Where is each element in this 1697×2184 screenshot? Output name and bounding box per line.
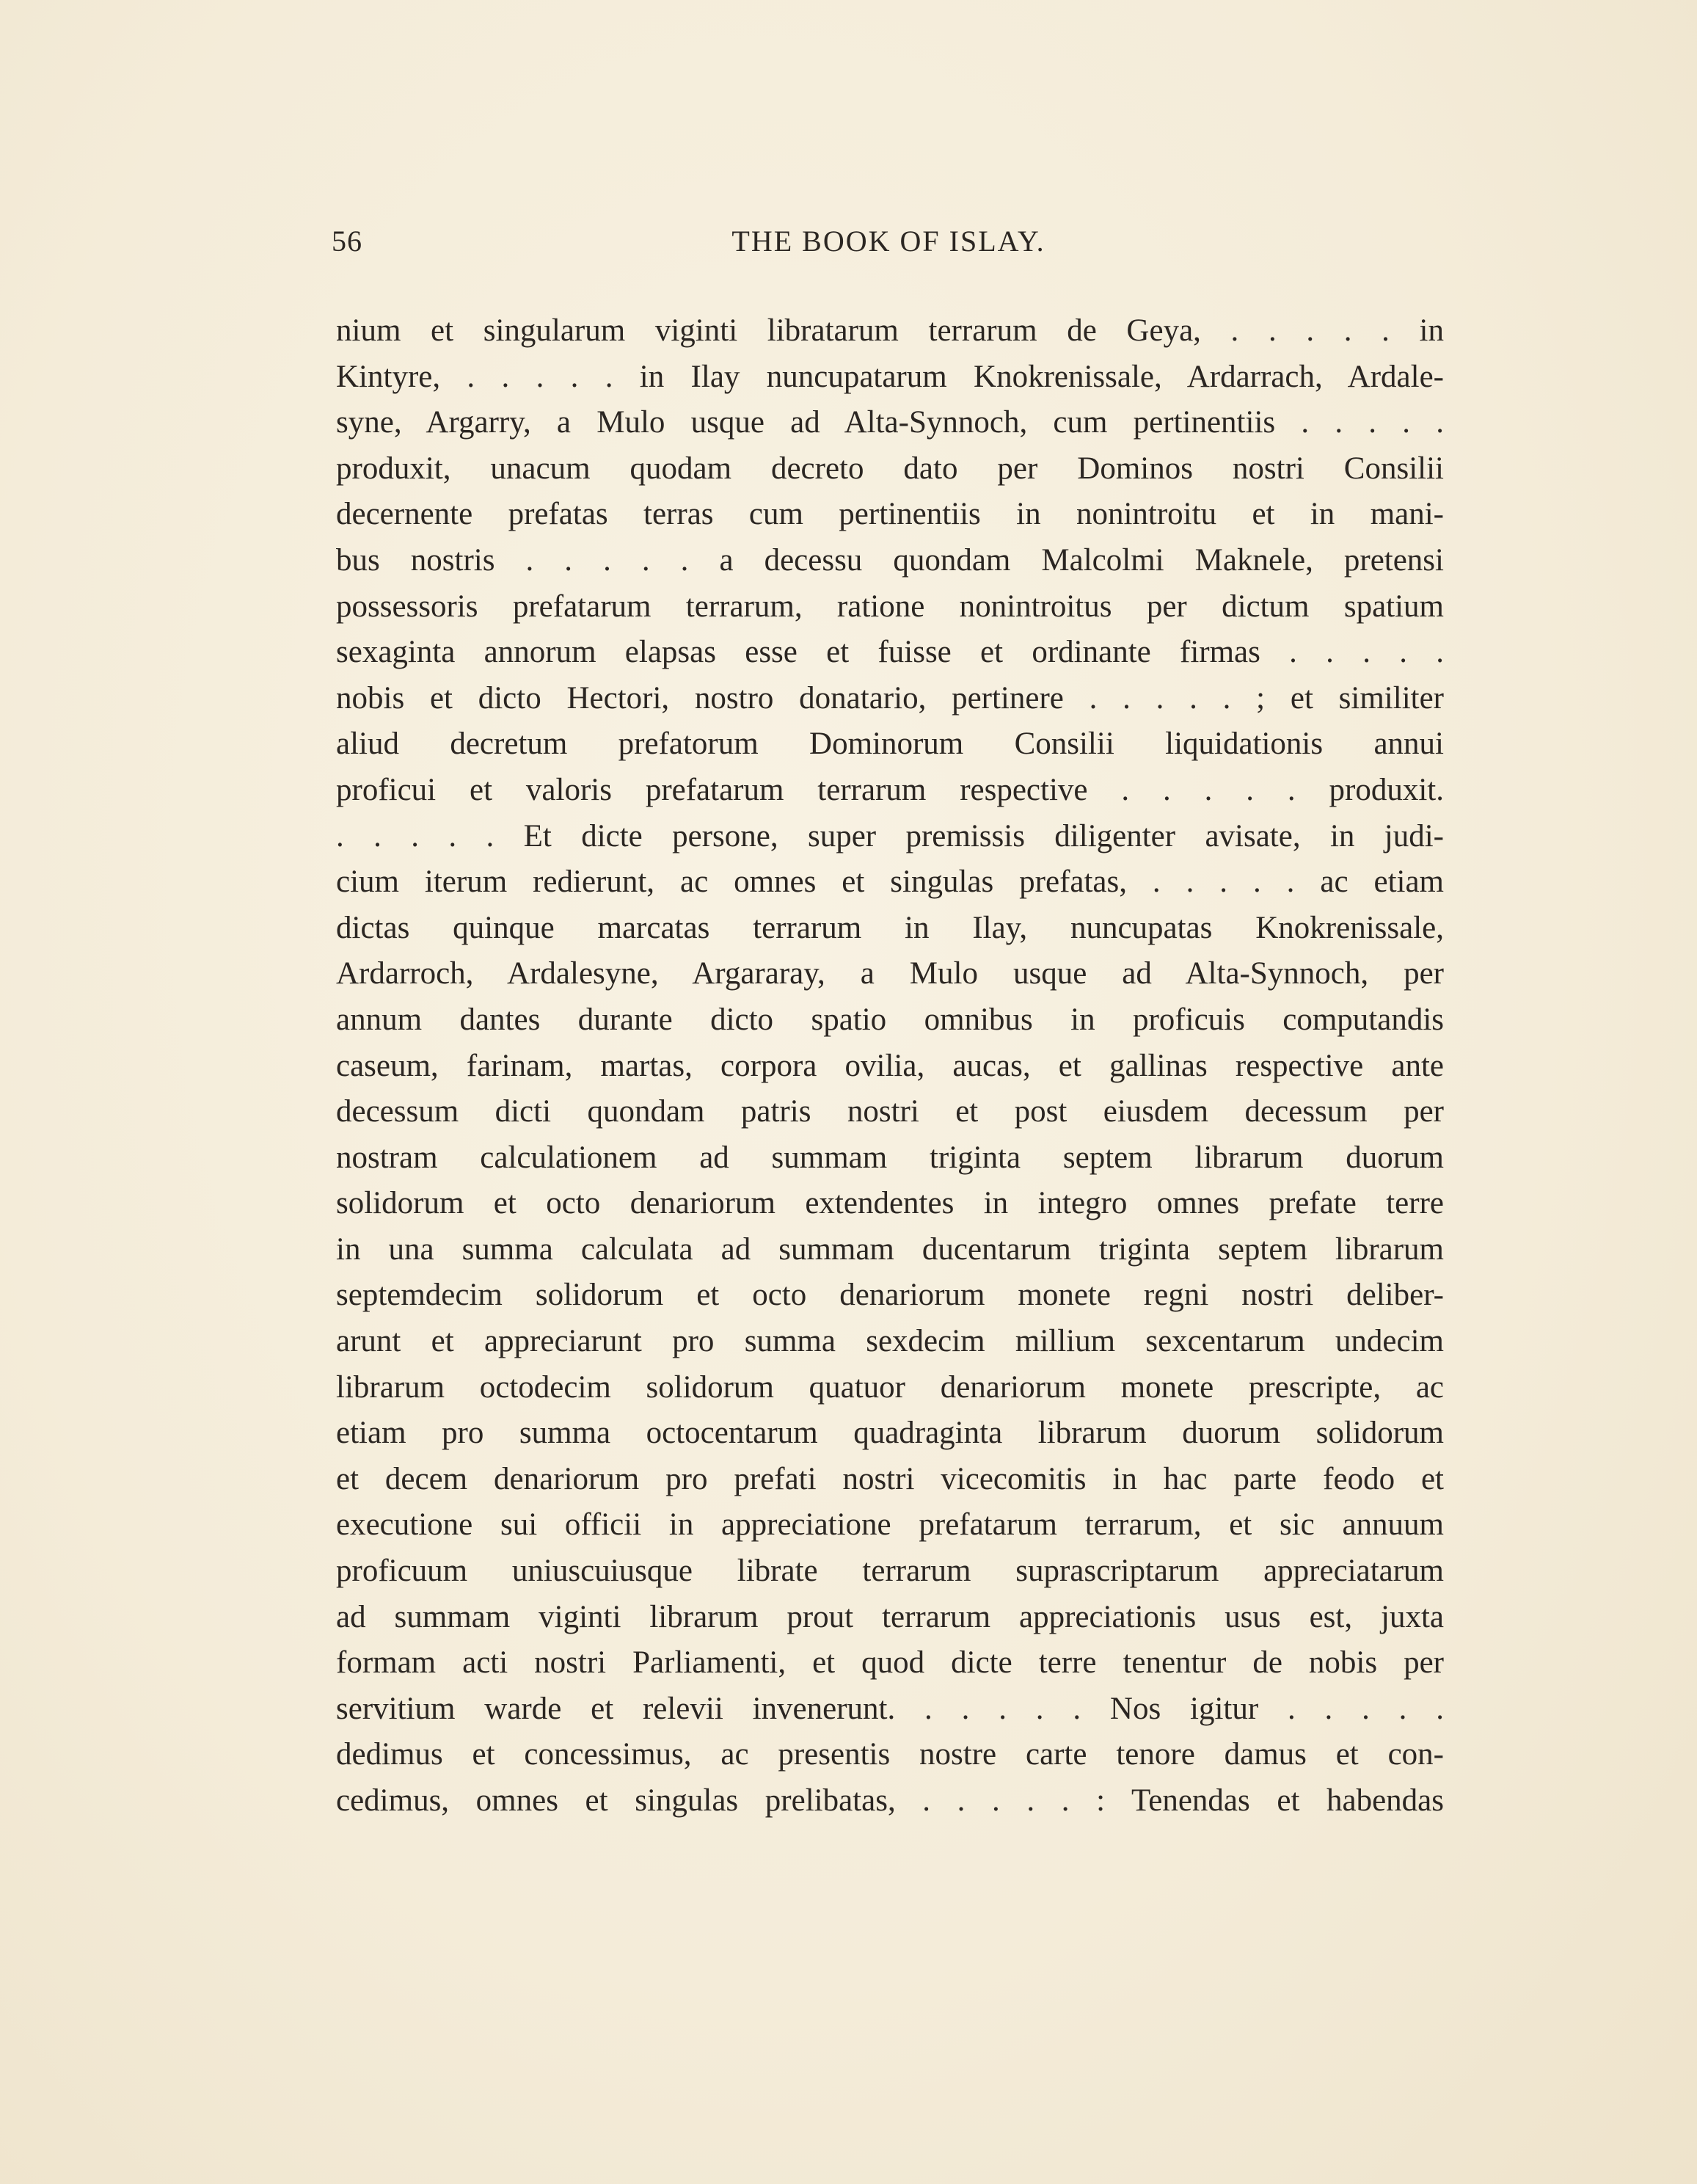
text-line: produxit, unacum quodam decreto dato per Dominos nostri Consilii [336, 451, 1444, 486]
text-line: syne, Argarry, a Mulo usque ad Alta-Synnoch, cum pertinentiis . . . . . [336, 405, 1444, 440]
text-line: Ardarroch, Ardalesyne, Argararay, a Mulo usque ad Alta-Synnoch, per [336, 956, 1444, 991]
text-line: nobis et dicto Hectori, nostro donatario, pertinere . . . . . ; et similiter [336, 680, 1444, 716]
running-head [332, 224, 1445, 268]
text-line: nium et singularum viginti libratarum terrarum de Geya, . . . . . in [336, 313, 1444, 348]
running-title: THE BOOK OF ISLAY. [731, 225, 1045, 258]
text-line: librarum octodecim solidorum quatuor denariorum monete prescripte, ac [336, 1369, 1444, 1405]
text-line: ad summam viginti librarum prout terrarum appreciationis usus est, juxta [336, 1599, 1444, 1634]
text-line: Kintyre, . . . . . in Ilay nuncupatarum Knokrenissale, Ardarrach, Ardale- [336, 359, 1444, 394]
text-line: annum dantes durante dicto spatio omnibus in proficuis computandis [336, 1002, 1444, 1037]
text-line: formam acti nostri Parliamenti, et quod dicte terre tenentur de nobis per [336, 1645, 1444, 1681]
text-line: sexaginta annorum elapsas esse et fuisse et ordinante firmas . . . . . [336, 635, 1444, 670]
text-line: et decem denariorum pro prefati nostri vicecomitis in hac parte feodo et [336, 1461, 1444, 1496]
text-line: etiam pro summa octocentarum quadraginta librarum duorum solidorum [336, 1416, 1444, 1451]
text-line: decessum dicti quondam patris nostri et post eiusdem decessum per [336, 1094, 1444, 1129]
text-line: dedimus et concessimus, ac presentis nostre carte tenore damus et con- [336, 1737, 1444, 1772]
text-line: aliud decretum prefatorum Dominorum Consilii liquidationis annui [336, 727, 1444, 762]
text-line: nostram calculationem ad summam triginta septem librarum duorum [336, 1140, 1444, 1175]
text-line: solidorum et octo denariorum extendentes in integro omnes prefate terre [336, 1186, 1444, 1221]
text-line: cedimus, omnes et singulas prelibatas, . . . . . : Tenendas et habendas [336, 1783, 1444, 1818]
page-number: 56 [332, 225, 362, 258]
body-text [336, 308, 1444, 1824]
text-line: dictas quinque marcatas terrarum in Ilay, nuncupatas Knokrenissale, [336, 910, 1444, 945]
text-line: septemdecim solidorum et octo denariorum monete regni nostri deliber- [336, 1278, 1444, 1313]
text-line: proficui et valoris prefatarum terrarum respective . . . . . produxit. [336, 772, 1444, 807]
text-line: executione sui officii in appreciatione prefatarum terrarum, et sic annuum [336, 1507, 1444, 1543]
text-line: decernente prefatas terras cum pertinentiis in nonintroitu et in mani- [336, 497, 1444, 532]
text-line: in una summa calculata ad summam ducentarum triginta septem librarum [336, 1231, 1444, 1267]
text-line: servitium warde et relevii invenerunt. . . . . . Nos igitur . . . . . [336, 1691, 1444, 1726]
text-line: possessoris prefatarum terrarum, ratione nonintroitus per dictum spatium [336, 589, 1444, 624]
text-line: arunt et appreciarunt pro summa sexdecim millium sexcentarum undecim [336, 1324, 1444, 1359]
text-line: cium iterum redierunt, ac omnes et singulas prefatas, . . . . . ac etiam [336, 864, 1444, 900]
text-line: proficuum uniuscuiusque librate terrarum suprascriptarum appreciatarum [336, 1554, 1444, 1589]
text-line: caseum, farinam, martas, corpora ovilia, aucas, et gallinas respective ante [336, 1048, 1444, 1083]
text-line: . . . . . Et dicte persone, super premissis diligenter avisate, in judi- [336, 818, 1444, 853]
text-line: bus nostris . . . . . a decessu quondam Malcolmi Maknele, pretensi [336, 542, 1444, 578]
